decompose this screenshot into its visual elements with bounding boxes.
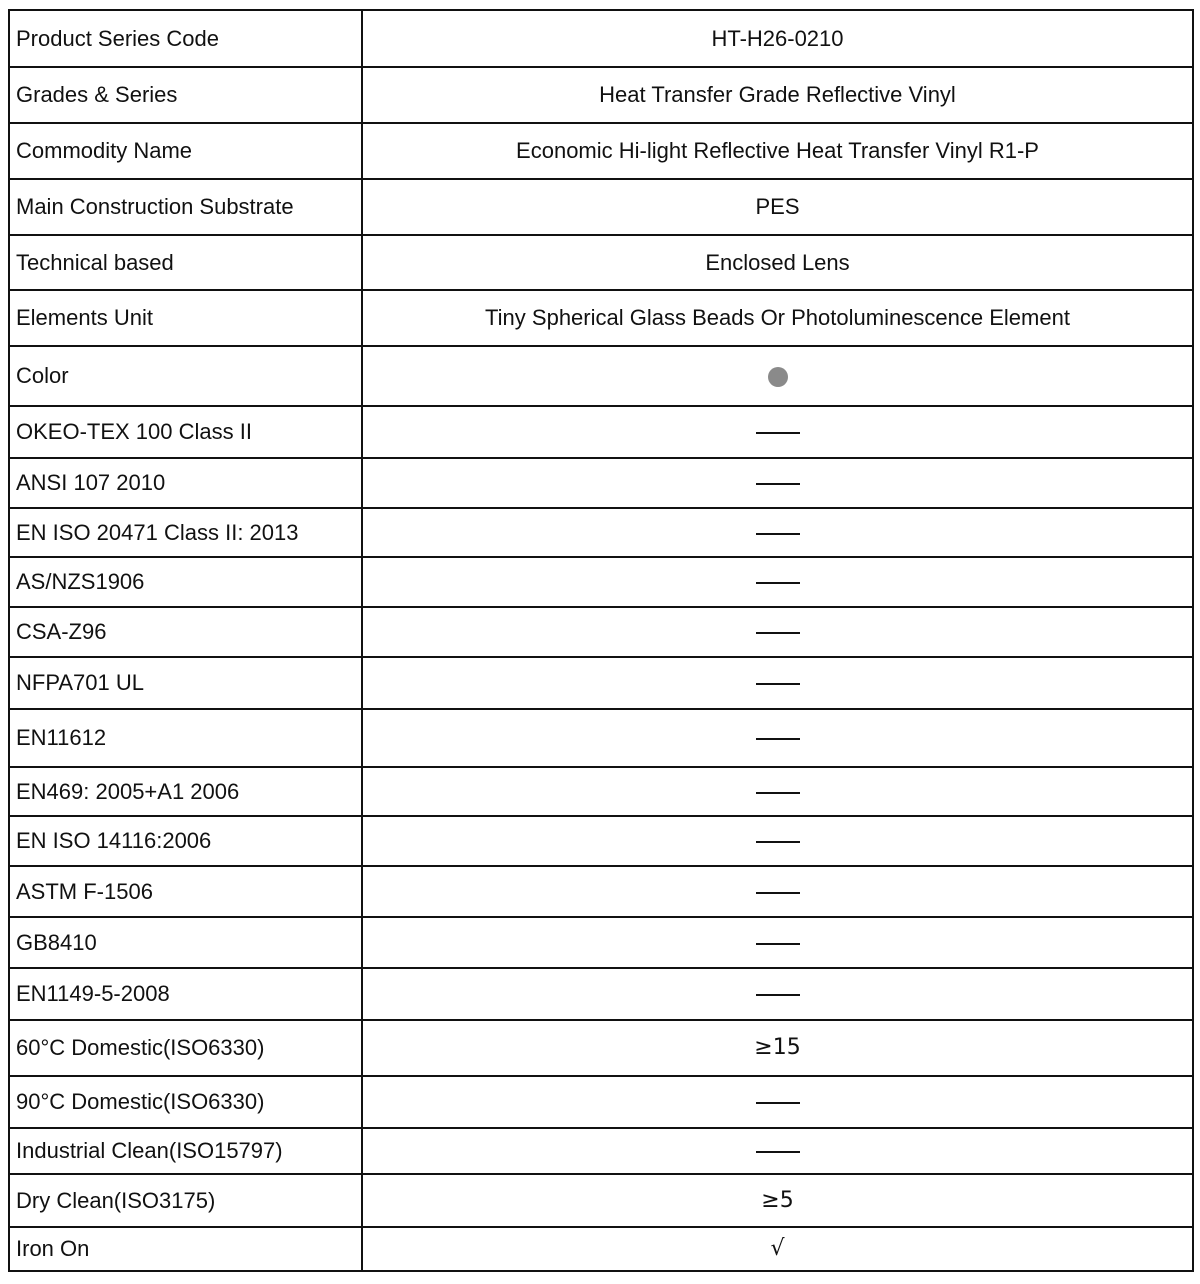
row-label: EN11612 <box>9 709 362 767</box>
row-value: Enclosed Lens <box>362 235 1193 290</box>
table-row <box>9 1076 1193 1128</box>
table-row <box>9 346 1193 406</box>
row-value <box>362 1076 1193 1128</box>
row-label: Elements Unit <box>9 290 362 346</box>
row-value <box>362 1128 1193 1174</box>
table-row <box>9 235 1193 290</box>
row-value: HT-H26-0210 <box>362 10 1193 67</box>
color-value <box>362 346 1193 406</box>
table-row <box>9 67 1193 123</box>
row-value <box>362 657 1193 709</box>
dash-icon <box>756 1102 800 1104</box>
dash-icon <box>756 792 800 794</box>
row-label: AS/NZS1906 <box>9 557 362 607</box>
table-row <box>9 968 1193 1020</box>
row-label: EN1149-5-2008 <box>9 968 362 1020</box>
row-label: EN ISO 14116:2006 <box>9 816 362 866</box>
row-value: ≥15 <box>362 1020 1193 1076</box>
row-value: ≥5 <box>362 1174 1193 1227</box>
table-row <box>9 557 1193 607</box>
row-label: Commodity Name <box>9 123 362 179</box>
row-value <box>362 406 1193 458</box>
dash-icon <box>756 632 800 634</box>
row-label: 60°C Domestic(ISO6330) <box>9 1020 362 1076</box>
dash-icon <box>756 892 800 894</box>
row-label: Grades & Series <box>9 67 362 123</box>
table-row <box>9 406 1193 458</box>
row-label: ANSI 107 2010 <box>9 458 362 508</box>
dash-icon <box>756 432 800 434</box>
row-value <box>362 607 1193 657</box>
row-label: Technical based <box>9 235 362 290</box>
table-row <box>9 657 1193 709</box>
row-label: Iron On <box>9 1227 362 1271</box>
table-row <box>9 508 1193 557</box>
table-row <box>9 179 1193 235</box>
row-value <box>362 968 1193 1020</box>
row-label: CSA-Z96 <box>9 607 362 657</box>
dash-icon <box>756 582 800 584</box>
row-value: PES <box>362 179 1193 235</box>
row-label: Product Series Code <box>9 10 362 67</box>
row-label: Industrial Clean(ISO15797) <box>9 1128 362 1174</box>
row-label: 90°C Domestic(ISO6330) <box>9 1076 362 1128</box>
row-value: Economic Hi-light Reflective Heat Transfer Vinyl R1-P <box>362 123 1193 179</box>
row-label: EN ISO 20471 Class II: 2013 <box>9 508 362 557</box>
spec-table <box>8 9 1194 1272</box>
row-value <box>362 458 1193 508</box>
row-value <box>362 816 1193 866</box>
checkmark-value: √ <box>362 1227 1193 1271</box>
row-label: Main Construction Substrate <box>9 179 362 235</box>
dash-icon <box>756 841 800 843</box>
row-label: NFPA701 UL <box>9 657 362 709</box>
table-row <box>9 1174 1193 1227</box>
table-row <box>9 866 1193 917</box>
dash-icon <box>756 943 800 945</box>
row-label: GB8410 <box>9 917 362 968</box>
table-row <box>9 1227 1193 1271</box>
dash-icon <box>756 738 800 740</box>
dash-icon <box>756 533 800 535</box>
row-value: Heat Transfer Grade Reflective Vinyl <box>362 67 1193 123</box>
dash-icon <box>756 683 800 685</box>
row-label: Color <box>9 346 362 406</box>
table-row <box>9 10 1193 67</box>
row-value: Tiny Spherical Glass Beads Or Photoluminescence Element <box>362 290 1193 346</box>
table-row <box>9 917 1193 968</box>
table-row <box>9 816 1193 866</box>
row-value <box>362 508 1193 557</box>
row-label: EN469: 2005+A1 2006 <box>9 767 362 816</box>
dash-icon <box>756 483 800 485</box>
row-value <box>362 557 1193 607</box>
row-label: OKEO-TEX 100 Class II <box>9 406 362 458</box>
row-label: ASTM F-1506 <box>9 866 362 917</box>
row-value <box>362 709 1193 767</box>
table-row <box>9 607 1193 657</box>
table-row <box>9 709 1193 767</box>
row-value <box>362 917 1193 968</box>
row-label: Dry Clean(ISO3175) <box>9 1174 362 1227</box>
table-row <box>9 458 1193 508</box>
color-swatch-icon <box>768 367 788 387</box>
dash-icon <box>756 994 800 996</box>
dash-icon <box>756 1151 800 1153</box>
table-row <box>9 1128 1193 1174</box>
table-row <box>9 767 1193 816</box>
table-row <box>9 123 1193 179</box>
row-value <box>362 767 1193 816</box>
table-row <box>9 1020 1193 1076</box>
table-row <box>9 290 1193 346</box>
row-value <box>362 866 1193 917</box>
